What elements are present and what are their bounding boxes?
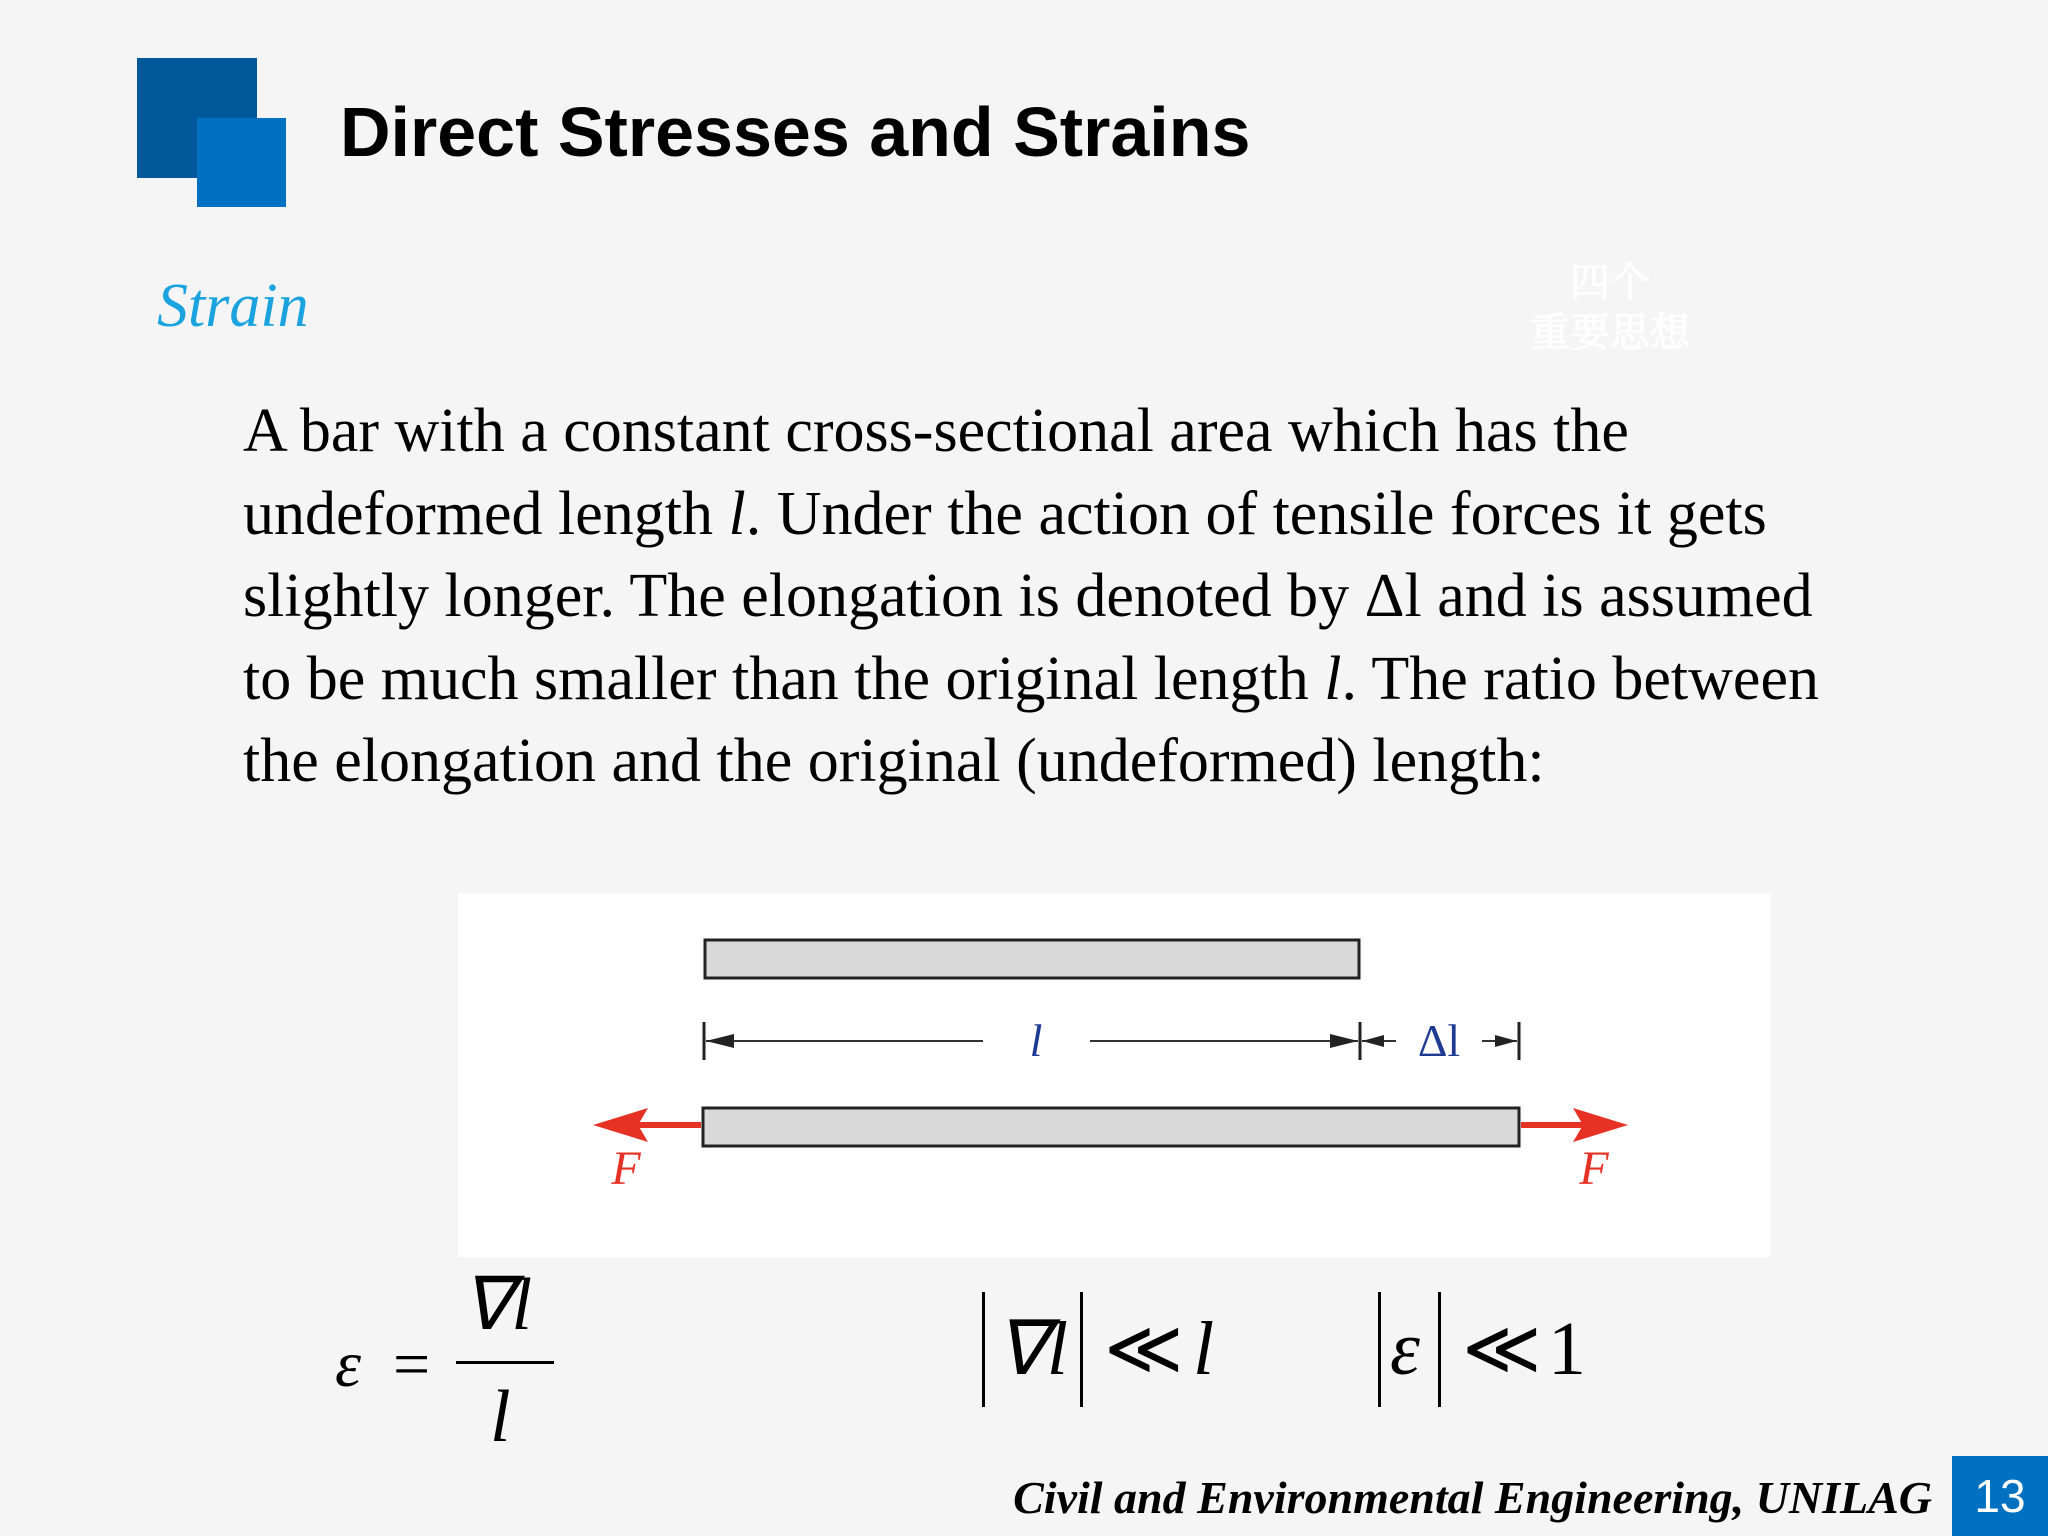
abs-bar-right [1080,1292,1083,1407]
force-label-right: F [1579,1142,1609,1195]
equals-sign: = [393,1328,431,1401]
length-arrowhead-right [1330,1034,1358,1048]
elongation-arrowhead-right [1495,1035,1517,1047]
watermark-line-1: 四个 [1570,260,1650,306]
page-number: 13 [1952,1456,2048,1536]
abs-bar-left [982,1292,985,1407]
section-heading: Strain [157,272,309,340]
length-symbol: l [1193,1307,1215,1391]
length-symbol-1: l [728,479,746,548]
much-less-symbol: ≪ [1462,1307,1542,1391]
body-text-1: A bar with a constant cross-sectional area which has the undeformed length [243,397,1629,548]
much-less-symbol: ≪ [1104,1307,1184,1391]
undeformed-bar [705,940,1359,978]
deformed-bar [703,1108,1519,1146]
footer-institution: Civil and Environmental Engineering, UNILAG [1013,1472,1932,1523]
slide-title: Direct Stresses and Strains [340,93,1251,171]
force-label-left: F [611,1142,641,1195]
watermark [1520,258,1700,358]
length-arrowhead-left [706,1034,734,1048]
elongation-arrowhead-left [1362,1035,1384,1047]
bar-diagram [458,893,1771,1257]
bar-elongation-figure [458,893,1771,1257]
fraction-numerator: ∇l [462,1264,533,1346]
logo-square-front [197,118,286,207]
fraction-denominator: l [490,1376,511,1458]
fraction-bar [456,1361,554,1364]
strain-symbol: ε [335,1328,362,1401]
body-text-2: . Under the action of tensile forces it gets slightly longer. The elongation is denoted by Δl and is assumed to be much smaller than the original length [243,479,1813,713]
epsilon-expression: ε [1390,1307,1420,1391]
watermark-line-2: 重要思想 [1530,310,1690,356]
abs-bar-right [1438,1292,1441,1407]
length-symbol-2: l [1324,644,1342,713]
nabla-l-expression: ∇l [996,1307,1068,1391]
length-label: l [1029,1015,1043,1066]
body-text-3: . The ratio between the elongation and the original (undeformed) length: [243,644,1819,795]
one-value: 1 [1548,1307,1586,1391]
abs-bar-left [1378,1292,1381,1407]
body-paragraph [243,390,1863,803]
elongation-label: Δl [1417,1015,1461,1066]
